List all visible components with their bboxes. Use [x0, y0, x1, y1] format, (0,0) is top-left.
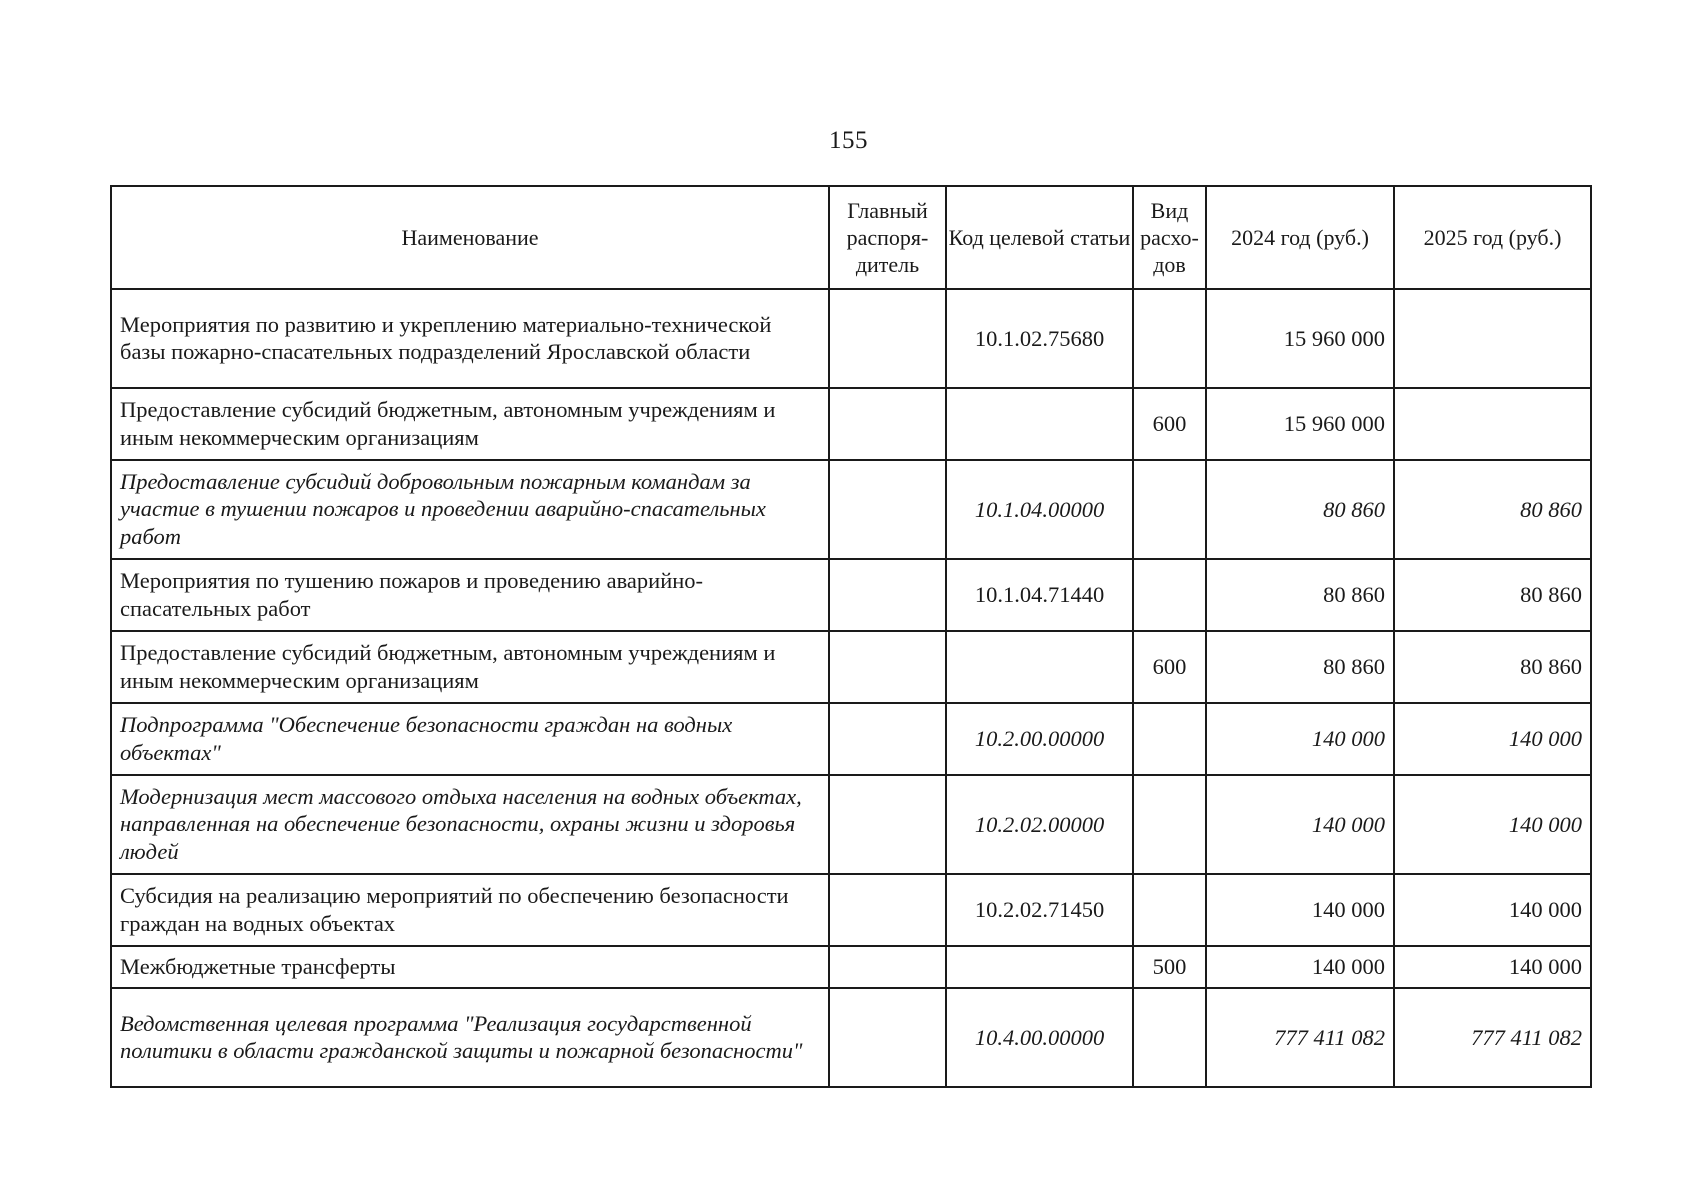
row-vid	[1133, 559, 1206, 631]
row-2025: 80 860	[1394, 559, 1591, 631]
table-row	[111, 988, 1591, 1087]
row-name: Межбюджетные трансферты	[111, 946, 829, 988]
row-name: Предоставление субсидий добровольным пожарным командам за участие в тушении пожаров и проведении аварийно-спасательных работ	[111, 460, 829, 559]
row-code	[946, 631, 1133, 703]
header-name: Наименование	[111, 186, 829, 289]
row-manager	[829, 988, 946, 1087]
row-vid: 600	[1133, 388, 1206, 460]
table-row	[111, 775, 1591, 874]
row-manager	[829, 460, 946, 559]
row-2024: 140 000	[1206, 946, 1394, 988]
row-code: 10.1.02.75680	[946, 289, 1133, 388]
row-manager	[829, 775, 946, 874]
row-code: 10.2.02.00000	[946, 775, 1133, 874]
row-manager	[829, 289, 946, 388]
row-2024: 140 000	[1206, 775, 1394, 874]
table-header-row	[111, 186, 1591, 289]
row-name: Ведомственная целевая программа "Реализация государственной политики в области гражданской защиты и пожарной безопасности"	[111, 988, 829, 1087]
row-name: Мероприятия по развитию и укреплению материально-технической базы пожарно-спасательных подразделений Ярославской области	[111, 289, 829, 388]
row-vid: 600	[1133, 631, 1206, 703]
row-name: Субсидия на реализацию мероприятий по обеспечению безопасности граждан на водных объектах	[111, 874, 829, 946]
row-name: Модернизация мест массового отдыха населения на водных объектах, направленная на обеспечение безопасности, охраны жизни и здоровья людей	[111, 775, 829, 874]
row-vid	[1133, 460, 1206, 559]
row-manager	[829, 946, 946, 988]
row-name: Предоставление субсидий бюджетным, автономным учреждениям и иным некоммерческим организациям	[111, 631, 829, 703]
table-row	[111, 874, 1591, 946]
row-name: Мероприятия по тушению пожаров и проведению аварийно-спасательных работ	[111, 559, 829, 631]
row-vid	[1133, 874, 1206, 946]
row-2025	[1394, 289, 1591, 388]
header-2025: 2025 год (руб.)	[1394, 186, 1591, 289]
table-row	[111, 388, 1591, 460]
row-manager	[829, 631, 946, 703]
header-vid: Вид расхо-дов	[1133, 186, 1206, 289]
row-code: 10.4.00.00000	[946, 988, 1133, 1087]
row-name: Подпрограмма "Обеспечение безопасности граждан на водных объектах"	[111, 703, 829, 775]
row-vid	[1133, 988, 1206, 1087]
row-code: 10.1.04.71440	[946, 559, 1133, 631]
header-code: Код целевой статьи	[946, 186, 1133, 289]
page-number: 155	[829, 127, 868, 154]
row-2024: 15 960 000	[1206, 289, 1394, 388]
row-manager	[829, 703, 946, 775]
row-vid	[1133, 289, 1206, 388]
row-vid	[1133, 703, 1206, 775]
header-2024: 2024 год (руб.)	[1206, 186, 1394, 289]
header-manager: Главный распоря-дитель	[829, 186, 946, 289]
row-code	[946, 388, 1133, 460]
table-row	[111, 559, 1591, 631]
row-manager	[829, 559, 946, 631]
row-2024: 80 860	[1206, 559, 1394, 631]
row-2024: 140 000	[1206, 703, 1394, 775]
row-code	[946, 946, 1133, 988]
table-row	[111, 631, 1591, 703]
row-2025: 777 411 082	[1394, 988, 1591, 1087]
row-2024: 140 000	[1206, 874, 1394, 946]
table-row	[111, 289, 1591, 388]
row-2025: 140 000	[1394, 874, 1591, 946]
table-row	[111, 703, 1591, 775]
budget-table	[110, 185, 1592, 1088]
row-2025: 140 000	[1394, 775, 1591, 874]
row-manager	[829, 388, 946, 460]
row-2025: 140 000	[1394, 703, 1591, 775]
row-2024: 15 960 000	[1206, 388, 1394, 460]
row-2025: 80 860	[1394, 460, 1591, 559]
row-2025: 80 860	[1394, 631, 1591, 703]
row-manager	[829, 874, 946, 946]
row-2024: 80 860	[1206, 460, 1394, 559]
table-row	[111, 460, 1591, 559]
row-code: 10.2.02.71450	[946, 874, 1133, 946]
row-2025	[1394, 388, 1591, 460]
row-name: Предоставление субсидий бюджетным, автономным учреждениям и иным некоммерческим организациям	[111, 388, 829, 460]
row-code: 10.2.00.00000	[946, 703, 1133, 775]
row-2024: 80 860	[1206, 631, 1394, 703]
row-vid	[1133, 775, 1206, 874]
row-2025: 140 000	[1394, 946, 1591, 988]
row-code: 10.1.04.00000	[946, 460, 1133, 559]
row-2024: 777 411 082	[1206, 988, 1394, 1087]
row-vid: 500	[1133, 946, 1206, 988]
table-row	[111, 946, 1591, 988]
